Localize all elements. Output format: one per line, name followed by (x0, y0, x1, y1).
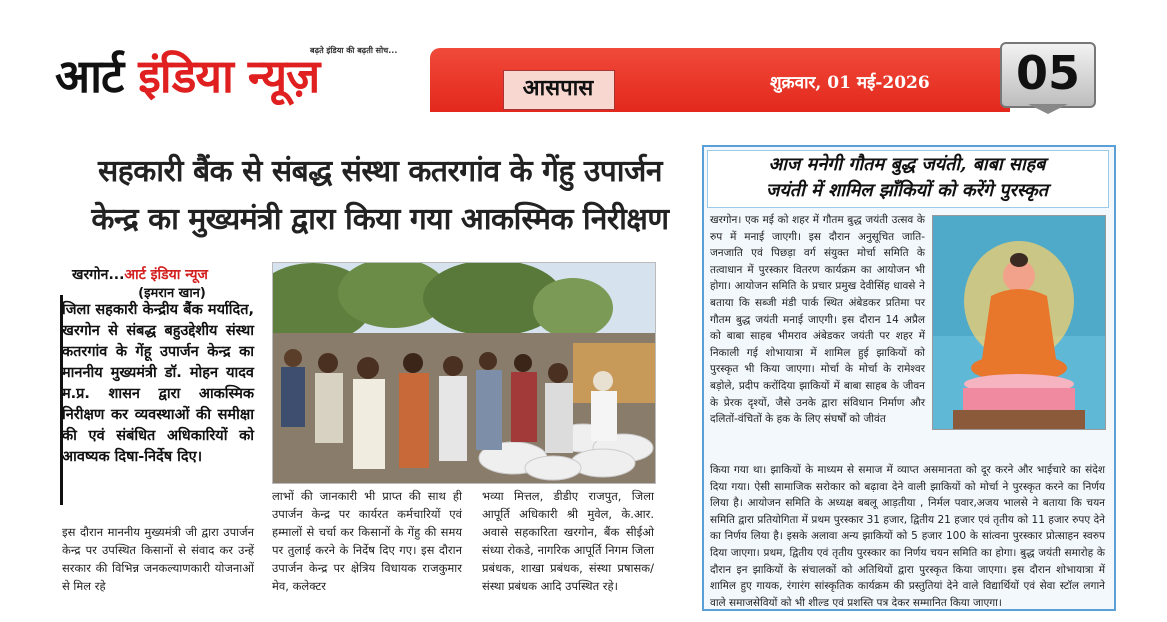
side-story-headline-line1: आज मनेगी गौतम बुद्ध जयंती, बाबा साहब (768, 154, 1046, 175)
reporter-name: (इमरान खान) (138, 286, 206, 301)
buddha-statue-photo (932, 215, 1106, 430)
main-story-column-2: लाभों की जानकारी भी प्राप्त की साथ ही उपार्जन केन्द्र पर कार्यरत कर्मचारियों एवं हम्मालों से चर्चा कर किसानों के गेंहु की समय पर तुलाई करने के निर्देष दिए गए। इस दौरान उपार्जन केन्द्र पर क्षेत्रिय विधायक राजकुमार मेव, कलेक्टर (272, 489, 462, 593)
logo-text-part1: आर्ट (55, 49, 124, 103)
byline-paper: आर्ट इंडिया न्यूज (124, 267, 208, 283)
byline-place: खरगोन... (72, 267, 125, 283)
byline (72, 265, 272, 284)
section-label: आसपास (522, 76, 594, 101)
logo-tagline: बढ़ते इंडिया की बढ़ती सोच... (310, 46, 398, 55)
main-story-column-3: भव्या मित्तल, डीडीए राजपुत, जिला आपूर्ति अधिकारी श्री मुवेल, के.आर. अवासे सहकारिता खरगोन, बैंक सीईओ संध्या रोकडे, नागरिक आपूर्ति निगम जिला प्रबंधक, शाखा प्रबंधक, संस्था प्रषासक/ संस्था प्रबंधक आदि उपस्थित रहे। (482, 489, 654, 593)
issue-date: शुक्रवार, 01 मई-2026 (770, 73, 930, 93)
main-story-photo (272, 262, 656, 484)
logo-text-part2: इंडिया न्यूज़ (138, 49, 320, 103)
page-badge-pointer (1028, 104, 1068, 114)
main-headline-line2: केन्द्र का मुख्यमंत्री द्वारा किया गया आकस्मिक निरीक्षण (91, 202, 669, 237)
newspaper-logo (55, 44, 319, 108)
page-number: 05 (1015, 46, 1080, 100)
side-story-text-wide: किया गया था। झाकियों के माध्यम से समाज में व्याप्त असमानता को दूर करने और भाईचारे का संदेश दिया गया। ऐसी सामाजिक सरोकार को बढ़ावा देने वाली झाकियों को मोर्चा ने पुरस्कृत करने का निर्णय लिया है। आयोजन समिति के अध्यक्ष बबलू आड़तीया , निर्मल पवार,अजय भालसे ने बताया कि चयन समिति द्वारा प्रतियोगिता में प्रथम पुरस्कार 31 हजार, द्वितीय 21 हजार एवं तृतीय को 11 हजार रुपए देने का निर्णय लिया है। इसके अलावा अन्य झाकियों को 5 हजार 100 के सांत्वना पुरस्कार प्रोत्साहन स्वरुप दिया जाएगा। प्रथम, द्वितीय एवं तृतीय पुरस्कार का निर्णय चयन समिति का होगा। बुद्ध जयंती समारोह के दौरान इन झाकियों के संचालकों को अतिथियों द्वारा पुरस्कृत किया जाएगा। इस दौरान शोभायात्रा में शामिल हुए गायक, रंगारंग सांस्कृतिक कार्यक्रम की प्रस्तुतियां देने वाले विद्यार्थियों एवं सेवा स्टॉल लगाने वाले समाजसेवियों को भी शील्ड एवं प्रशस्ति पत्र देकर सम्मानित किया जाएगा। (710, 464, 1105, 609)
main-headline-line1: सहकारी बैंक से संबद्ध संस्था कतरगांव के गेंहु उपार्जन (97, 154, 662, 189)
main-story-lede: जिला सहकारी केन्द्रीय बैंक मर्यादित, खरगोन से संबद्ध बहुउद्देशीय संस्था कतरगांव के गेंहू उपार्जन केन्द्र का माननीय मुख्यमंत्री डॉ. मोहन यादव म.प्र. शासन द्वारा आकस्मिक निरीक्षण कर व्यवस्थाओं की समीक्षा की एवं संबंधित अधिकारियों को आवष्यक दिषा-निर्देष दिए। (62, 302, 254, 465)
main-story-column-1: इस दौरान माननीय मुख्यमंत्री जी द्वारा उपार्जन केन्द्र पर उपस्थित किसानों से संवाद कर उन्हें सरकार की विभिन्न जनकल्याणकारी योजनाओं से मिल रहे (62, 525, 254, 593)
side-story-headline-line2: जयंती में शामिल झाँकियों को करेंगे पुरस्कृत (766, 180, 1048, 201)
side-story-text-narrow: खरगोन। एक मई को शहर में गौतम बुद्ध जयंती उत्सव के रुप में मनाई जाएगी। इस दौरान अनुसूचित जाति-जनजाति एवं पिछड़ा वर्ग संयुक्त मोर्चा समिति के तत्वाधान में पुरस्कार वितरण कार्यक्रम का आयोजन भी होगा। आयोजन समिति के प्रचार प्रमुख देवीसिंह धावसे ने बताया कि सब्जी मंडी पार्क स्थित अंबेडकर प्रतिमा पर गौतम बुद्ध जयंती मनाई जाएगी। इस दौरान 14 अप्रैल को बाबा साहब भीमराव अंबेडकर जयंती पर शहर में निकाली गई शोभायात्रा में शामिल हुई झाकियों को पुरस्कृत भी किया जाएगा। मोर्चा के मोर्चा के रामेश्वर बड़ोले, प्रदीप करोंदिया झाकियों में बाबा साहब के जीवन के प्रेरक दृश्यों, जैसे उनके द्वारा संविधान निर्माण और दलितों-वंचितों के हक के लिए संघर्षों को जीवंत (710, 214, 925, 426)
